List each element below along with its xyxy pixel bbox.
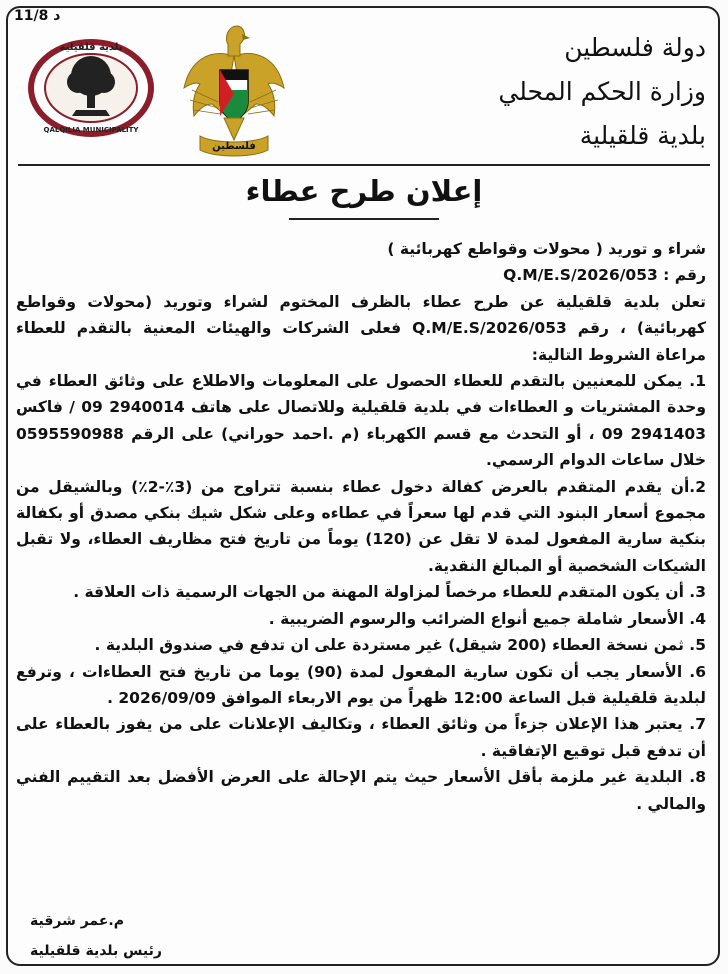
logo-arabic-text: بلدية قلقيلية xyxy=(59,42,123,53)
issue-number: 11/8 د xyxy=(14,8,61,24)
announcement-title: إعلان طرح عطاء xyxy=(245,174,483,208)
header-line-state: دولة فلسطين xyxy=(564,33,706,62)
title-underline xyxy=(289,218,439,220)
reference-line xyxy=(16,262,706,288)
intro-paragraph: تعلن بلدية قلقيلية عن طرح عطاء بالظرف المختوم لشراء وتوريد (محولات وقواطع كهربائية) ، رقم Q.M/E.S/2026/053 فعلى الشركات والهيئات المعنية بالتقدم للعطاء مراعاة الشروط التالية: xyxy=(16,292,706,364)
header-divider xyxy=(18,164,710,166)
signatory-name: م.عمر شرقية xyxy=(30,913,124,929)
reference-number: Q.M/E.S/2026/053 xyxy=(503,266,658,285)
logo-english-text: QALQILIA MUNICIPALITY xyxy=(43,126,139,134)
palestine-eagle-emblem-icon xyxy=(180,18,288,158)
condition-4: 4. الأسعار شاملة جميع أنواع الضرائب والرسوم الضريبية . xyxy=(268,609,706,628)
subject-line: شراء و توريد ( محولات وقواطع كهربائية ) xyxy=(387,240,706,258)
emblem-caption: فلسطين xyxy=(212,141,256,152)
reference-label: رقم : xyxy=(663,266,706,285)
condition-2: 2.أن يقدم المتقدم بالعرض كفالة دخول عطاء بنسبة تتراوح من (3٪-2٪) وبالشيقل من مجموع أسعار البنود التي قدم لها سعراً في عطاءه وعلى شكل شيك بنكي مصدق أو بكفالة بنكية سارية المفعول لمدة لا تقل عن (120) يوماً من تاريخ فتح مظاريف العطاء، ولا تقبل الشيكات الشخصية أو المبالغ النقدية. xyxy=(16,477,706,575)
qalqilia-municipality-tree-logo-icon xyxy=(26,36,156,140)
condition-8: 8. البلدية غير ملزمة بأقل الأسعار حيث يتم الإحالة على العرض الأفضل بعد التقييم الفني والمالي . xyxy=(16,768,706,813)
issuer-header xyxy=(498,26,706,158)
condition-6: 6. الأسعار يجب أن تكون سارية المفعول لمدة (90) يوما من تاريخ فتح العطاءات ، وترفع لبلدية قلقيلية قبل الساعة 12:00 ظهراً من يوم الاربعاء الموافق 2026/09/09 . xyxy=(16,662,706,707)
condition-1: 1. يمكن للمعنيين بالتقدم للعطاء الحصول على المعلومات والاطلاع على وثائق العطاء في وحدة المشتريات و العطاءات في بلدية قلقيلية وللاتصال على هاتف 2940014 09 / فاكس 2941403 09 ، أو التحدث مع قسم الكهرباء (م .احمد حوراني) على الرقم 0595590988 خلال ساعات الدوام الرسمي. xyxy=(16,372,706,470)
condition-5: 5. ثمن نسخة العطاء (200 شيقل) غير مستردة على ان تدفع في صندوق البلدية . xyxy=(94,636,706,655)
condition-3: 3. أن يكون المتقدم للعطاء مرخصاً لمزاولة المهنة من الجهات الرسمية ذات العلاقة . xyxy=(73,583,706,602)
signature-block xyxy=(30,906,162,966)
header-line-ministry: وزارة الحكم المحلي xyxy=(498,77,706,106)
announcement-body xyxy=(16,236,706,817)
header-line-municipality: بلدية قلقيلية xyxy=(579,121,706,150)
condition-7: 7. يعتبر هذا الإعلان جزءاً من وثائق العطاء ، وتكاليف الإعلانات على من يفوز بالعطاء على أن تدفع قبل توقيع الإتفاقية . xyxy=(16,715,706,760)
signatory-title: رئيس بلدية قلقيلية xyxy=(30,943,162,959)
